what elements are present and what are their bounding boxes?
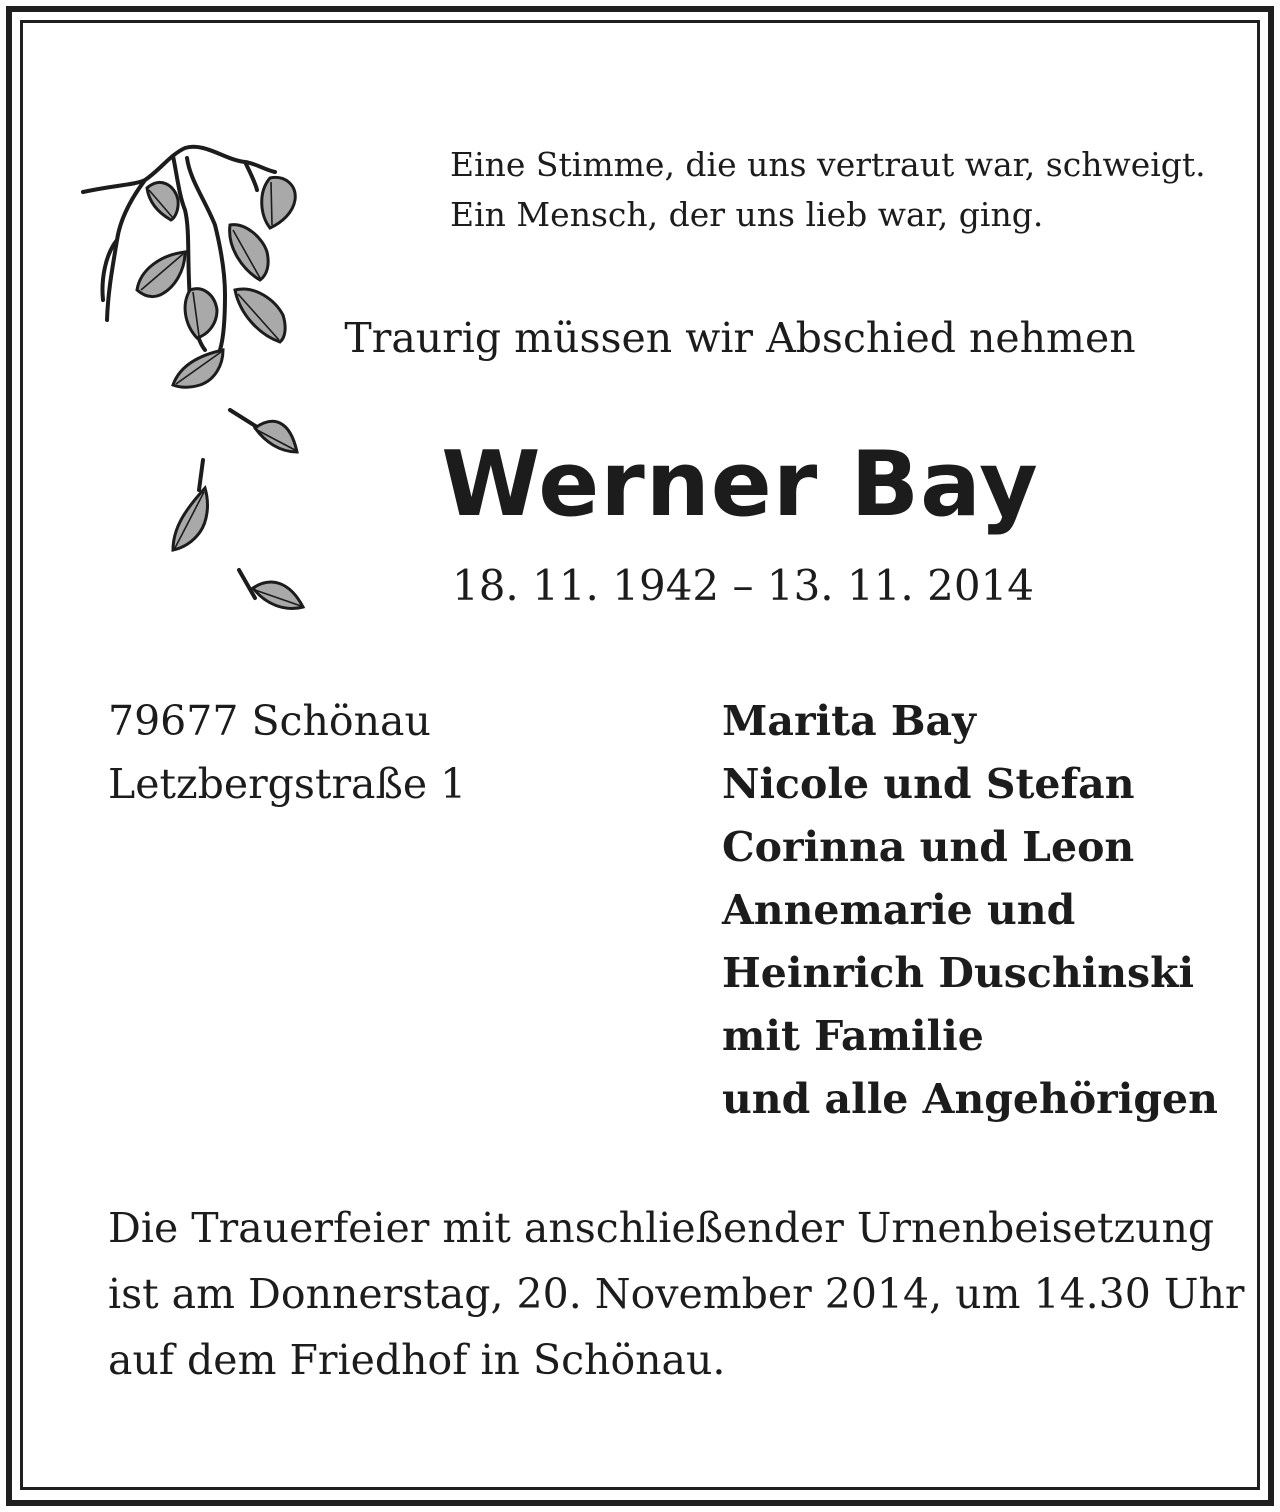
- address-line: Letzbergstraße 1: [108, 760, 467, 808]
- address-block: [108, 690, 466, 816]
- life-dates: 18. 11. 1942 – 13. 11. 2014: [451, 561, 1035, 610]
- mourner-line: und alle Angehörigen: [722, 1075, 1218, 1123]
- branch-with-falling-leaves-icon: [75, 130, 320, 625]
- mourner-line: Annemarie und: [722, 886, 1076, 934]
- deceased-name: Werner Bay: [441, 432, 1039, 537]
- mourner-line: Heinrich Duschinski: [722, 949, 1195, 997]
- verse-line: Eine Stimme, die uns vertraut war, schweigt.: [450, 145, 1206, 184]
- mourners-list: [722, 690, 1218, 1131]
- service-line: ist am Donnerstag, 20. November 2014, um 14.30 Uhr: [108, 1270, 1245, 1318]
- service-line: Die Trauerfeier mit anschließender Urnenbeisetzung: [108, 1204, 1215, 1252]
- verse-line: Ein Mensch, der uns lieb war, ging.: [450, 195, 1044, 234]
- address-line: 79677 Schönau: [108, 697, 431, 745]
- service-announcement: [108, 1195, 1245, 1393]
- mourner-line: mit Familie: [722, 1012, 984, 1060]
- mourner-line: Nicole und Stefan: [722, 760, 1135, 808]
- mourner-line: Marita Bay: [722, 697, 976, 745]
- mourner-line: Corinna und Leon: [722, 823, 1135, 871]
- service-line: auf dem Friedhof in Schönau.: [108, 1336, 726, 1384]
- verse: [450, 140, 1230, 240]
- intro-text: Traurig müssen wir Abschied nehmen: [344, 314, 1136, 362]
